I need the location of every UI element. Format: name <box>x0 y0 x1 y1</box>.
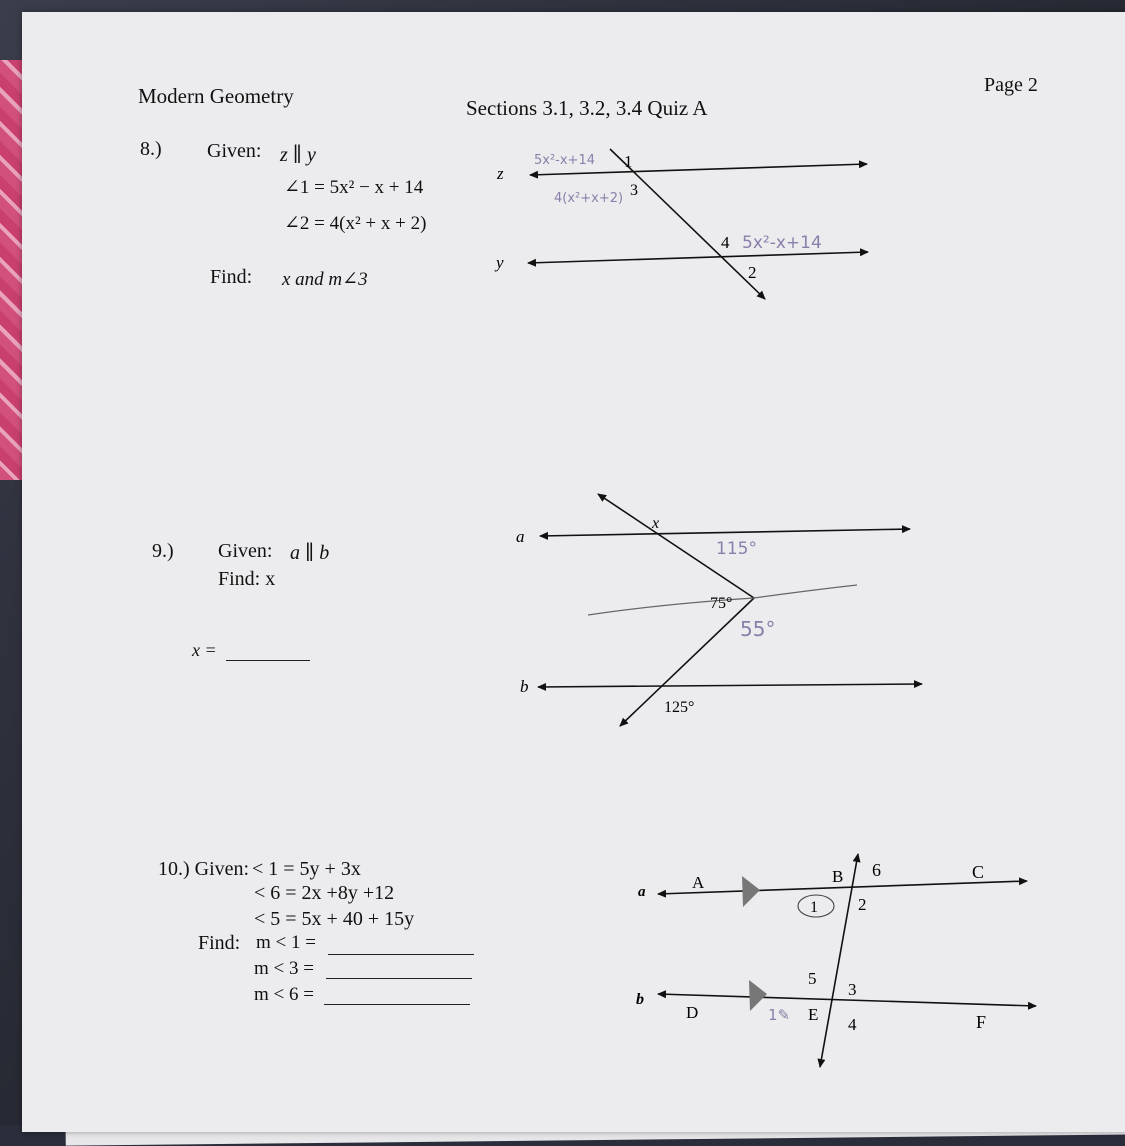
q10-angle-1: 1 <box>810 899 818 916</box>
q10-find3: m < 3 = <box>254 958 314 979</box>
q10-point-E: E <box>808 1005 819 1024</box>
q9-label-a: a <box>516 527 525 546</box>
q10-point-B: B <box>832 867 844 886</box>
page-number: Page 2 <box>984 74 1038 96</box>
q10-label-a: a <box>638 884 646 900</box>
q10-point-A: A <box>692 873 705 892</box>
q10-parallel-mark-b <box>749 980 767 1011</box>
q8-angle-3-label: 3 <box>630 182 638 199</box>
q8-angle-1-label: 1 <box>624 152 633 171</box>
q8-angle1: ∠1 = 5x² − x + 14 <box>284 177 424 198</box>
q8-hand-note-1: 5x²-x+14 <box>534 153 595 168</box>
q10-angle-5: 5 <box>808 969 817 988</box>
quiz-page <box>22 12 1125 1132</box>
q9-number: 9.) <box>152 540 174 562</box>
q10-angle-4: 4 <box>848 1015 857 1034</box>
q9-line-a <box>540 529 910 536</box>
q10-find1: m < 1 = <box>256 932 316 953</box>
q8-angle-2-label: 2 <box>748 263 757 282</box>
q8-given-parallel: z ∥ y <box>280 144 316 166</box>
q10-angle-3: 3 <box>848 980 857 999</box>
q8-number: 8.) <box>140 138 162 160</box>
q10-figure <box>636 854 1036 1067</box>
sections-title: Sections 3.1, 3.2, 3.4 Quiz A <box>466 96 708 120</box>
q10-point-C: C <box>972 862 985 882</box>
q10-hand-note: 1✎ <box>768 1006 791 1024</box>
q8-figure <box>494 149 868 299</box>
q9-given-label: Given: <box>218 540 273 562</box>
q8-label-y: y <box>496 253 504 272</box>
course-title: Modern Geometry <box>138 84 294 108</box>
q10-point-F: F <box>976 1012 987 1032</box>
q8-given-label: Given: <box>207 140 262 162</box>
q9-angle-x: x <box>652 515 660 532</box>
q10-angle-6: 6 <box>872 860 881 880</box>
q9-angle-75: 75° <box>710 595 733 612</box>
q9-answer-label: x = <box>192 640 217 660</box>
q10-angle-2: 2 <box>858 895 867 914</box>
q9-angle-125: 125° <box>664 699 695 716</box>
q10-angle5: < 5 = 5x + 40 + 15y <box>254 908 415 930</box>
q8-find-text: x and m∠3 <box>282 269 368 290</box>
q9-find: Find: x <box>218 568 276 590</box>
q9-label-b: b <box>520 677 529 696</box>
q8-hand-note-3: 4(x²+x+2) <box>554 191 624 206</box>
q10-angle1: < 1 = 5y + 3x <box>252 858 361 880</box>
q9-figure <box>516 494 922 726</box>
q8-label-z: z <box>497 164 504 183</box>
q9-given-parallel: a ∥ b <box>290 542 330 564</box>
q10-angle6: < 6 = 2x +8y +12 <box>254 882 395 904</box>
q10-find-label: Find: <box>198 932 241 954</box>
q8-line-y <box>528 252 868 263</box>
q10-parallel-mark-a <box>742 876 760 907</box>
q10-find6: m < 6 = <box>254 984 314 1005</box>
q9-line-b <box>538 684 922 687</box>
q8-hand-note-4: 5x²-x+14 <box>742 233 822 253</box>
q10-label-b: b <box>636 991 644 1008</box>
q8-angle-4-label: 4 <box>721 233 730 252</box>
q9-hand-115: 115° <box>716 539 757 559</box>
q10-point-D: D <box>686 1003 699 1022</box>
figures-canvas <box>22 12 1125 1132</box>
q8-find-label: Find: <box>210 266 253 288</box>
q10-line-b <box>658 994 1036 1006</box>
q8-transversal <box>610 149 765 299</box>
q10-number-given: 10.) Given: <box>158 858 250 880</box>
q9-hand-55: 55° <box>740 617 776 641</box>
q8-angle2: ∠2 = 4(x² + x + 2) <box>284 213 427 234</box>
